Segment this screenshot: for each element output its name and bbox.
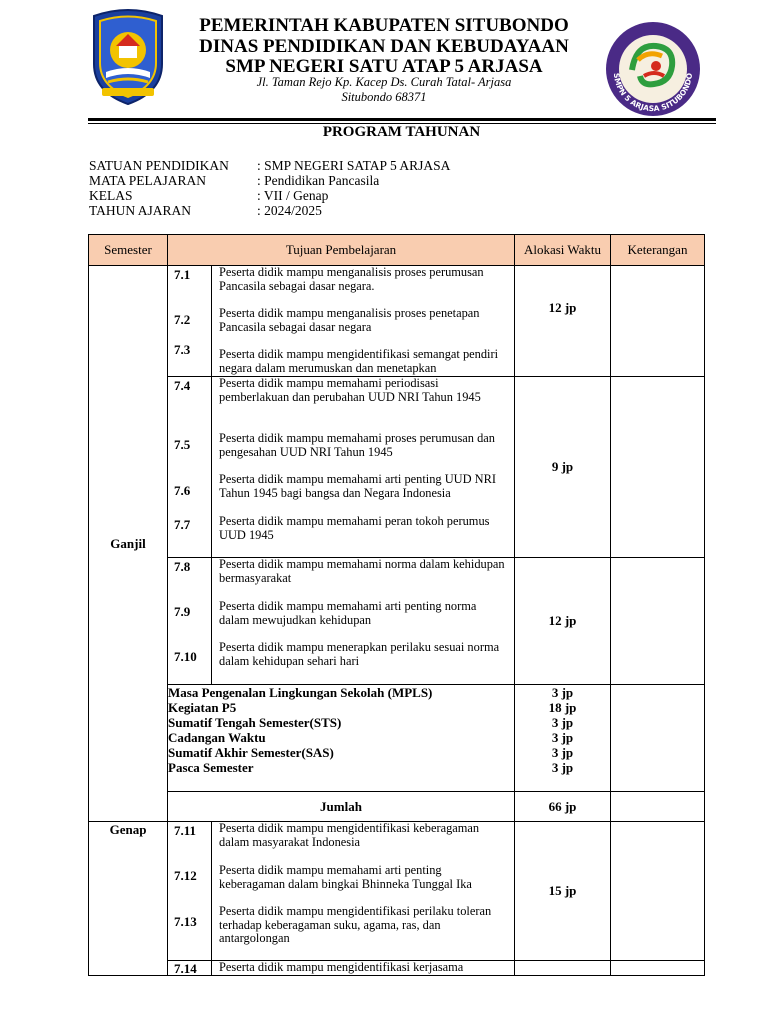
tp-code: 7.10 xyxy=(174,649,197,664)
table-row xyxy=(89,377,705,558)
alloc-cell xyxy=(515,266,611,377)
alloc-cell xyxy=(515,377,611,558)
info-row-tahun xyxy=(89,203,322,218)
tp-code: 7.6 xyxy=(174,483,191,498)
tp-group xyxy=(168,266,515,377)
tp-text: Peserta didik mampu mengidentifikasi keberagaman dalam masyarakat Indonesia xyxy=(219,821,480,849)
activity-name: Cadangan Waktu xyxy=(168,730,266,745)
info-value: : SMP NEGERI SATAP 5 ARJASA xyxy=(257,158,451,173)
program-table xyxy=(88,234,705,976)
keterangan-cell[interactable] xyxy=(611,822,705,961)
school-logo-text: SMPN 5 ARJASA SITUBONDO xyxy=(611,72,695,114)
activity-name: Masa Pengenalan Lingkungan Sekolah (MPLS) xyxy=(168,685,433,700)
total-label: Jumlah xyxy=(168,792,515,822)
activity-name: Sumatif Akhir Semester(SAS) xyxy=(168,745,334,760)
info-row-kelas xyxy=(89,188,328,203)
tp-code: 7.11 xyxy=(174,823,197,838)
tp-group xyxy=(168,558,515,685)
table-row xyxy=(89,266,705,377)
tp-text: Peserta didik mampu memahami periodisasi pemberlakuan dan perubahan UUD NRI Tahun 1945 xyxy=(219,376,481,404)
tp-code: 7.8 xyxy=(174,559,191,574)
activity-alloc: 3 jp xyxy=(551,715,574,730)
tp-code: 7.14 xyxy=(174,961,197,976)
tp-text: Peserta didik mampu memahami peran tokoh perumus UUD 1945 xyxy=(219,514,490,542)
info-label: SATUAN PENDIDIKAN xyxy=(89,158,229,173)
tp-code: 7.1 xyxy=(174,267,191,282)
code-divider xyxy=(211,822,212,960)
info-value: : Pendidikan Pancasila xyxy=(257,173,380,188)
activity-name: Pasca Semester xyxy=(168,760,254,775)
info-label: MATA PELAJARAN xyxy=(89,173,207,188)
tp-group xyxy=(168,377,515,558)
table-row xyxy=(89,685,705,792)
header-tujuan: Tujuan Pembelajaran xyxy=(168,235,515,266)
tp-code: 7.7 xyxy=(174,517,191,532)
code-divider xyxy=(211,266,212,376)
table-row xyxy=(89,961,705,976)
activity-alloc: 3 jp xyxy=(551,760,574,775)
tp-text: Peserta didik mampu menganalisis proses penetapan Pancasila sebagai dasar negara xyxy=(219,306,480,334)
header-semester: Semester xyxy=(89,235,168,266)
tp-text: Peserta didik mampu memahami arti penting norma dalam mewujudkan kehidupan xyxy=(219,599,477,627)
activity-alloc: 3 jp xyxy=(551,745,574,760)
keterangan-cell[interactable] xyxy=(611,558,705,685)
keterangan-cell[interactable] xyxy=(611,792,705,822)
semester-label: Ganjil xyxy=(110,535,146,551)
alloc-cell xyxy=(515,558,611,685)
info-label: KELAS xyxy=(89,188,133,203)
tp-code: 7.4 xyxy=(174,378,191,393)
tp-code: 7.2 xyxy=(174,312,191,327)
keterangan-cell[interactable] xyxy=(611,961,705,976)
semester-label: Genap xyxy=(109,822,147,837)
activity-name: Sumatif Tengah Semester(STS) xyxy=(168,715,342,730)
header-address-2: Situbondo 68371 xyxy=(341,90,427,104)
table-row xyxy=(89,558,705,685)
info-row-mapel xyxy=(89,173,379,188)
info-value: : VII / Genap xyxy=(257,188,329,203)
info-value: : 2024/2025 xyxy=(257,203,322,218)
activity-name: Kegiatan P5 xyxy=(168,700,237,715)
table-header-row xyxy=(89,235,705,266)
tp-code: 7.3 xyxy=(174,342,191,357)
tp-code: 7.9 xyxy=(174,604,191,619)
total-value: 66 jp xyxy=(515,792,611,822)
alloc-value: 15 jp xyxy=(548,883,577,898)
header-line-2: DINAS PENDIDIKAN DAN KEBUDAYAAN xyxy=(199,36,569,57)
header-address-1: Jl. Taman Rejo Kp. Kacep Ds. Curah Tatal- Arjasa xyxy=(256,75,512,89)
keterangan-cell[interactable] xyxy=(611,685,705,792)
tp-text: Peserta didik mampu memahami norma dalam kehidupan bermasyarakat xyxy=(219,557,505,585)
header-line-3: SMP NEGERI SATU ATAP 5 ARJASA xyxy=(225,56,543,77)
tp-text: Peserta didik mampu memahami proses perumusan dan pengesahan UUD NRI Tahun 1945 xyxy=(219,431,495,459)
tp-group xyxy=(168,822,515,961)
activity-alloc: 18 jp xyxy=(548,700,577,715)
table-row xyxy=(89,822,705,961)
keterangan-cell[interactable] xyxy=(611,377,705,558)
tp-text: Peserta didik mampu mengidentifikasi perilaku toleran terhadap keberagaman suku, agama, ras, dan antargolongan xyxy=(219,904,492,945)
header-keterangan: Keterangan xyxy=(611,235,705,266)
semester-ganjil xyxy=(89,266,168,822)
code-divider xyxy=(211,558,212,684)
alloc-cell xyxy=(515,961,611,976)
alloc-cell xyxy=(515,822,611,961)
tp-group xyxy=(168,961,515,976)
table-row-total xyxy=(89,792,705,822)
document-title: PROGRAM TAHUNAN xyxy=(322,124,481,140)
alloc-value: 12 jp xyxy=(548,300,577,315)
tp-text: Peserta didik mampu memahami arti penting UUD NRI Tahun 1945 bagi bangsa dan Negara Indonesia xyxy=(219,472,497,500)
tp-text: Peserta didik mampu mengidentifikasi semangat pendiri negara dalam merumuskan dan menetapkan xyxy=(219,348,499,375)
tp-code: 7.13 xyxy=(174,914,197,929)
keterangan-cell[interactable] xyxy=(611,266,705,377)
activity-alloc: 3 jp xyxy=(551,685,574,700)
info-row-satuan xyxy=(89,158,450,173)
header-line-1: PEMERINTAH KABUPATEN SITUBONDO xyxy=(199,15,569,36)
info-label: TAHUN AJARAN xyxy=(89,203,192,218)
tp-text: Peserta didik mampu memahami arti penting keberagaman dalam bingkai Bhinneka Tunggal Ika xyxy=(219,863,472,891)
code-divider xyxy=(211,961,212,975)
code-divider xyxy=(211,377,212,557)
tp-code: 7.12 xyxy=(174,868,197,883)
tp-code: 7.5 xyxy=(174,437,191,452)
tp-text: Peserta didik mampu menerapkan perilaku sesuai norma dalam kehidupan sehari hari xyxy=(219,640,500,668)
activities-list xyxy=(168,685,515,792)
tp-text: Peserta didik mampu menganalisis proses perumusan Pancasila sebagai dasar negara. xyxy=(219,265,484,293)
header-alokasi: Alokasi Waktu xyxy=(515,235,611,266)
tp-text: Peserta didik mampu mengidentifikasi kerjasama xyxy=(219,960,464,974)
header-rule-thick xyxy=(88,118,716,121)
activity-alloc: 3 jp xyxy=(551,730,574,745)
semester-genap xyxy=(89,822,168,976)
alloc-value: 9 jp xyxy=(551,459,574,474)
activities-alloc xyxy=(515,685,611,792)
alloc-value: 12 jp xyxy=(548,613,577,628)
